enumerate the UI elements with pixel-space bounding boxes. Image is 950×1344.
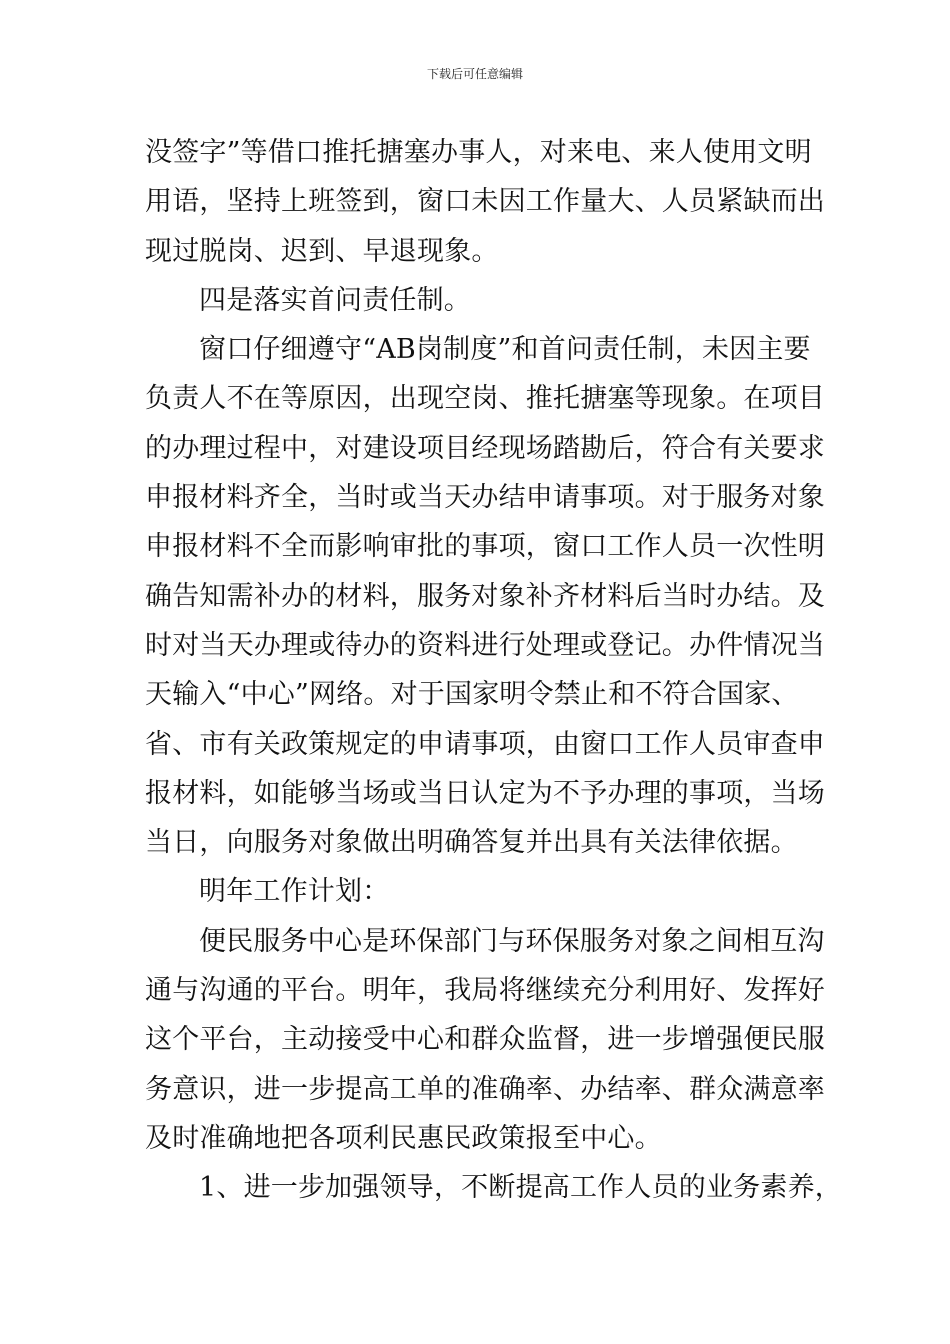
text-line: 负责人不在等原因，出现空岗、推托搪塞等现象。在项目: [145, 383, 825, 415]
text-line: 天输入“中心”网络。对于国家明令禁止和不符合国家、: [145, 679, 799, 711]
page-header-note: 下载后可任意编辑: [426, 67, 523, 81]
section-heading: 明年工作计划：: [199, 876, 390, 908]
text-line: 当日，向服务对象做出明确答复并出具有关法律依据。: [145, 827, 798, 859]
text-line: 现过脱岗、迟到、早退现象。: [145, 235, 499, 267]
text-line: 务意识，进一步提高工单的准确率、办结率、群众满意率: [145, 1073, 825, 1105]
text-line: 这个平台，主动接受中心和群众监督，进一步增强便民服: [145, 1024, 825, 1056]
text-line: 的办理过程中，对建设项目经现场踏勘后，符合有关要求: [145, 432, 825, 464]
text-line: 省、市有关政策规定的申请事项，由窗口工作人员审查申: [145, 728, 825, 760]
text-line: 通与沟通的平台。明年，我局将继续充分利用好、发挥好: [145, 975, 825, 1007]
text-line: 没签字”等借口推托搪塞办事人，对来电、来人使用文明: [145, 137, 812, 168]
text-line: 时对当天办理或待办的资料进行处理或登记。办件情况当: [145, 629, 825, 661]
text-line: 便民服务中心是环保部门与环保服务对象之间相互沟: [199, 925, 825, 957]
text-line: 报材料，如能够当场或当日认定为不予办理的事项，当场: [145, 777, 825, 809]
section-heading: 四是落实首问责任制。: [199, 284, 471, 316]
document-body: [145, 128, 842, 1213]
text-line: 1、进一步加强领导，不断提高工作人员的业务素养，: [199, 1172, 842, 1204]
text-line: 申报材料齐全，当时或当天办结申请事项。对于服务对象: [145, 482, 825, 514]
text-line: 窗口仔细遵守“AB岗制度”和首问责任制，未因主要: [199, 334, 811, 366]
text-line: 申报材料不全而影响审批的事项，窗口工作人员一次性明: [145, 531, 825, 563]
text-line: 确告知需补办的材料，服务对象补齐材料后当时办结。及: [145, 580, 825, 612]
text-line: 及时准确地把各项利民惠民政策报至中心。: [145, 1122, 662, 1154]
text-line: 用语，坚持上班签到，窗口未因工作量大、人员紧缺而出: [145, 186, 825, 218]
